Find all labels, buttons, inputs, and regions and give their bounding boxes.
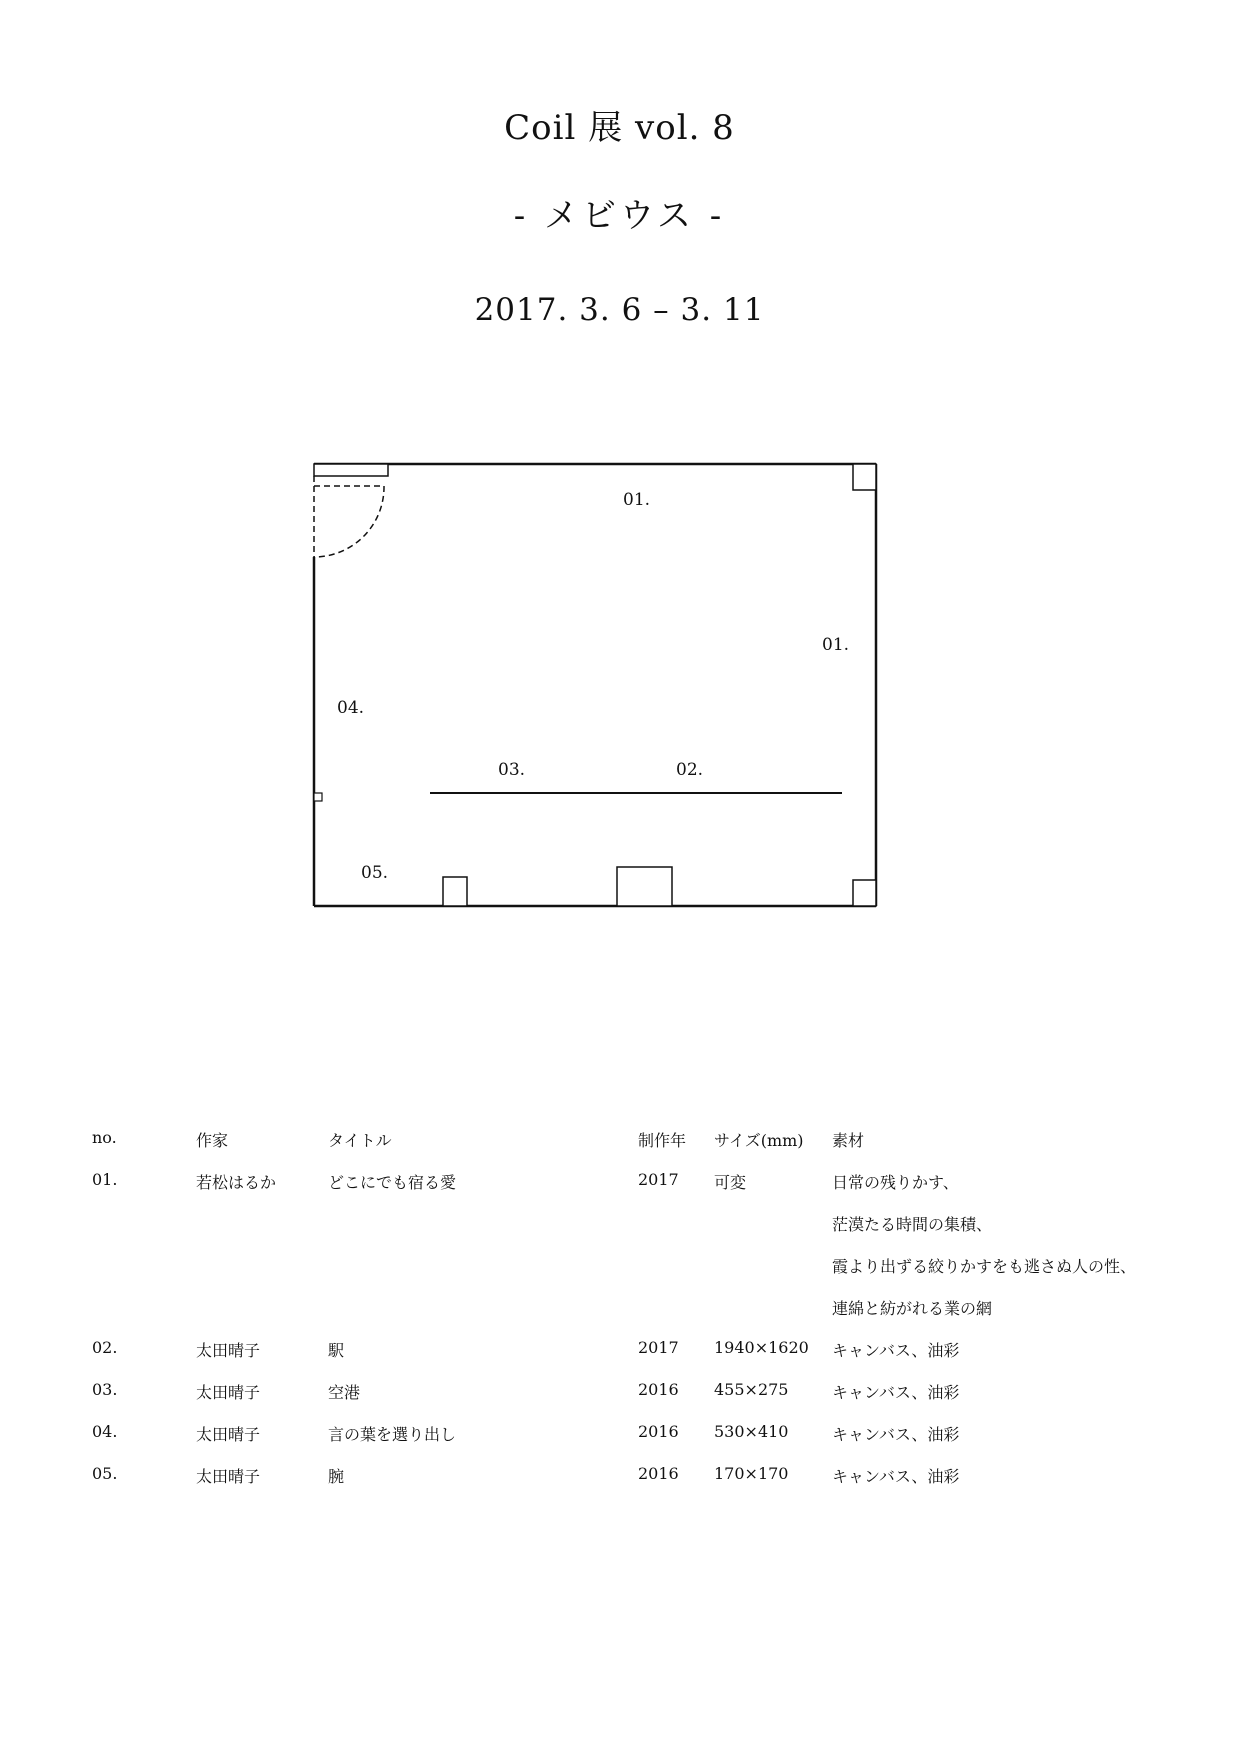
header-title: タイトル — [328, 1131, 392, 1150]
row-title: 言の葉を選り出し — [328, 1425, 457, 1444]
wall-outlet — [314, 793, 322, 801]
row-artist: 太田晴子 — [196, 1383, 261, 1402]
table-row — [0, 1422, 1239, 1464]
label-02: 02. — [676, 760, 704, 780]
row-title: 腕 — [328, 1467, 345, 1486]
table-header-row — [0, 1128, 1239, 1170]
door-frame — [314, 464, 388, 476]
label-04: 04. — [337, 698, 365, 718]
row-no: 02. — [92, 1338, 118, 1357]
row-material: キャンバス、油彩 — [832, 1425, 960, 1444]
row-title: 駅 — [328, 1341, 345, 1360]
row-no: 03. — [92, 1380, 118, 1399]
row-material: キャンバス、油彩 — [832, 1383, 960, 1402]
row-no: 04. — [92, 1422, 118, 1441]
artwork-table — [0, 1128, 1239, 1506]
row-artist: 太田晴子 — [196, 1467, 261, 1486]
row-size: 1940×1620 — [714, 1338, 809, 1357]
row-no: 05. — [92, 1464, 118, 1483]
row-year: 2016 — [638, 1422, 679, 1441]
row-year: 2017 — [638, 1170, 679, 1189]
header-size: サイズ(mm) — [714, 1131, 804, 1150]
material-line: 日常の残りかす、 — [832, 1173, 959, 1192]
door-swing-arc — [314, 486, 384, 557]
row-material: キャンバス、油彩 — [832, 1341, 960, 1360]
row-size: 可変 — [714, 1173, 747, 1192]
exhibition-subtitle: - メビウス - — [513, 196, 726, 236]
row-size: 530×410 — [714, 1422, 789, 1441]
row-material — [832, 1170, 1136, 1338]
exhibition-dates: 2017. 3. 6 – 3. 11 — [474, 292, 765, 328]
column-bottom-right — [853, 880, 876, 906]
label-01-right: 01. — [822, 635, 850, 655]
row-year: 2016 — [638, 1380, 679, 1399]
row-material: キャンバス、油彩 — [832, 1467, 960, 1486]
row-no: 01. — [92, 1170, 118, 1189]
row-year: 2016 — [638, 1464, 679, 1483]
label-01-top: 01. — [623, 490, 651, 510]
material-line: 茫漠たる時間の集積、 — [832, 1215, 993, 1234]
header-no: no. — [92, 1128, 117, 1147]
table-row — [0, 1464, 1239, 1506]
exhibition-title: Coil 展 vol. 8 — [504, 108, 735, 148]
table-row — [0, 1380, 1239, 1422]
column-bottom-small — [443, 877, 467, 906]
table-row — [0, 1170, 1239, 1338]
header-artist: 作家 — [196, 1131, 229, 1150]
row-artist: 太田晴子 — [196, 1425, 261, 1444]
table-row — [0, 1338, 1239, 1380]
material-line: 霞より出ずる絞りかすをも逃さぬ人の性、 — [832, 1257, 1137, 1276]
row-size: 170×170 — [714, 1464, 789, 1483]
material-line: 連綿と紡がれる業の網 — [832, 1299, 993, 1318]
row-year: 2017 — [638, 1338, 679, 1357]
header-year: 制作年 — [638, 1131, 687, 1150]
row-artist: 太田晴子 — [196, 1341, 261, 1360]
row-title: どこにでも宿る愛 — [328, 1173, 457, 1192]
column-bottom-large — [617, 867, 672, 906]
row-title: 空港 — [328, 1383, 361, 1402]
header-material: 素材 — [832, 1131, 865, 1150]
row-size: 455×275 — [714, 1380, 789, 1399]
row-artist: 若松はるか — [196, 1173, 277, 1192]
label-03: 03. — [498, 760, 526, 780]
label-05: 05. — [361, 863, 389, 883]
column-top-right — [853, 464, 876, 490]
